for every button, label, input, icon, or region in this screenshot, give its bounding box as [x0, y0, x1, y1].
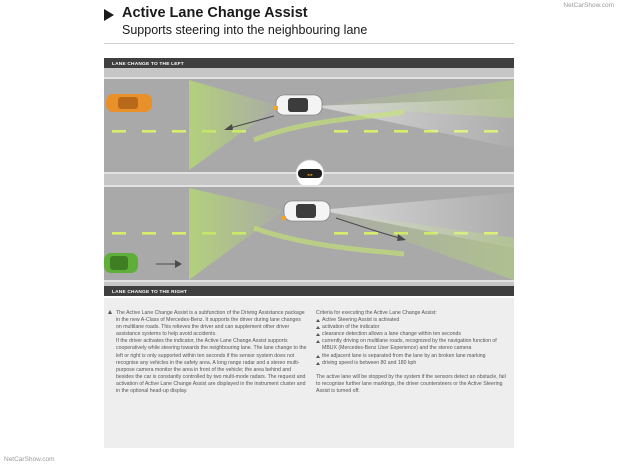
bottom-caption: LANE CHANGE TO THE RIGHT: [112, 289, 188, 295]
ego-car-bottom: [282, 201, 330, 221]
stalk-label: ◂ ▸: [307, 172, 313, 177]
list-item: currently driving on multilane roads, recognized by the navigation function of MBUX (Mercedes-Benz User Experience) and the stereo camera: [316, 338, 506, 352]
list-item: the adjacent lane is separated from the lane by an broken lane marking: [316, 353, 506, 360]
left-indicator-top: [274, 106, 278, 110]
criteria-heading: Criteria for executing the Active Lane Change Assist:: [316, 310, 437, 316]
description-column-right: [316, 310, 506, 395]
bottom-road-edge: [104, 185, 514, 187]
indicator-stalk-icon: [296, 160, 324, 188]
green-car: [104, 253, 138, 273]
bottom-road-edge-bottom: [104, 280, 514, 282]
triangle-bullet-icon: [108, 310, 112, 314]
watermark-top: NetCarShow.com: [563, 2, 614, 9]
title-arrow-icon: [104, 9, 114, 21]
list-item: activation of the indicator: [316, 324, 506, 331]
page-title: Active Lane Change Assist: [122, 5, 308, 21]
operation-paragraph: If the driver activates the indicator, the Active Lane Change Assist supports cooperatively while steering towards the neighbouring lane. The lane change to the left or right is only supported within ten seconds if the sensor system does not recognise any vehicles in the safety area. A long range radar and a stereo multi-purpose camera monitor the area in front of the vehicle; the area behind and besides the car is constantly controlled by two multi-mode radars. The request and activation of Active Lane Change Assist are displayed in the instrument cluster and in the optional head-up display.: [116, 338, 307, 395]
ego-car-top: [274, 95, 322, 115]
lane-change-diagram: [104, 58, 514, 296]
intro-paragraph: The Active Lane Change Assist is a subfunction of the Driving Assistance package in the new A-Class of Mercedes-Benz. It supports the driver during lane changes on multilane roads. This relieves the driver and can supplement other driver assistance systems to help avoid accidents.: [116, 310, 305, 338]
header-divider: [104, 43, 514, 44]
watermark-bottom: NetCarShow.com: [4, 456, 55, 463]
page-subtitle: Supports steering into the neighbouring lane: [122, 23, 368, 37]
top-road-edge: [104, 77, 514, 79]
criteria-list: [316, 317, 506, 367]
description-column-left: [116, 310, 308, 395]
description-panel: [104, 298, 514, 448]
closing-paragraph: The active lane will be stopped by the system if the sensors detect an obstacle, fail to recognise further lane markings, the driver countersteers or the Active Steering Assist is turned off.: [316, 373, 506, 394]
list-item: driving speed is between 80 and 180 kph: [316, 360, 506, 367]
right-indicator-bottom: [282, 216, 286, 220]
orange-car: [106, 94, 152, 112]
top-caption: LANE CHANGE TO THE LEFT: [112, 61, 184, 67]
list-item: clearance detection allows a lane change within ten seconds: [316, 331, 506, 338]
list-item: Active Steering Assist is activated: [316, 317, 506, 324]
